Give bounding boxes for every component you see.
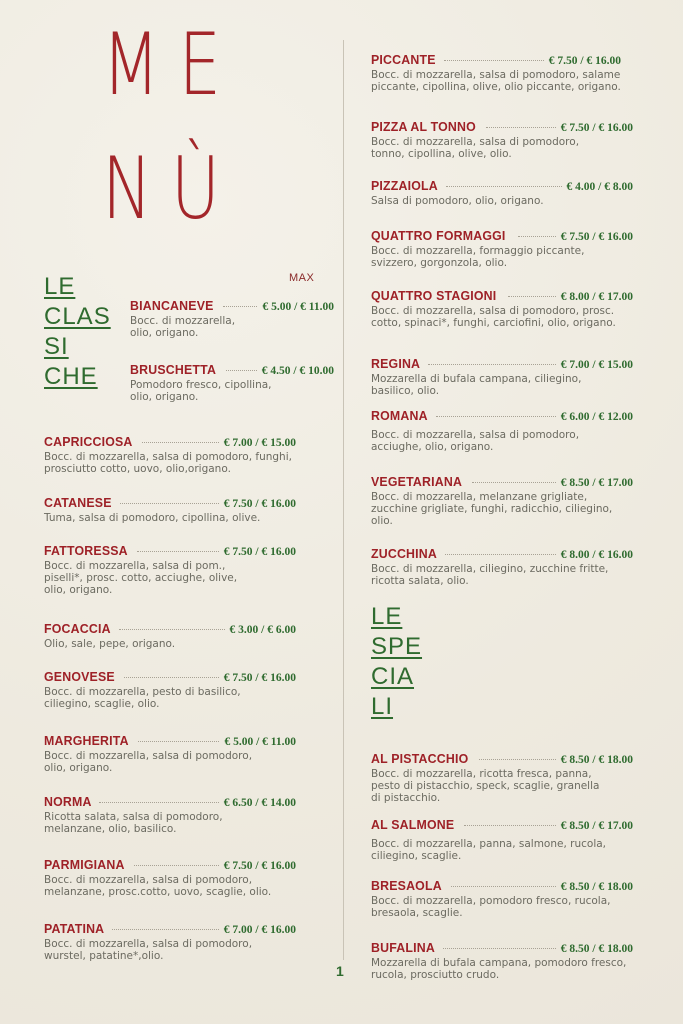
- item-description: Bocc. di mozzarella, ciliegino, zucchine fritte, ricotta salata, olio.: [371, 563, 609, 587]
- leader-dots: [464, 825, 556, 826]
- section-heading-line: LE: [44, 273, 76, 300]
- leader-dots: [134, 865, 219, 866]
- item-description: Bocc. di mozzarella, salsa di pomodoro, funghi, prosciutto cotto, uovo, olio,origano.: [44, 451, 292, 475]
- menu-item-bufalina: [371, 940, 633, 981]
- item-description: Salsa di pomodoro, olio, origano.: [371, 195, 544, 207]
- leader-dots: [436, 416, 556, 417]
- menu-item-bruschetta: [130, 362, 334, 403]
- item-description: Bocc. di mozzarella, olio, origano.: [130, 315, 236, 339]
- leader-dots: [446, 186, 561, 187]
- item-price: € 7.50 / € 16.00: [560, 231, 633, 243]
- item-name: PATATINA: [44, 921, 105, 936]
- menu-item-biancaneve: [130, 298, 334, 339]
- item-description: Bocc. di mozzarella, salsa di pomodoro, melanzane, prosc.cotto, uovo, scaglie, olio.: [44, 874, 272, 898]
- item-price: € 5.00 / € 11.00: [262, 301, 334, 313]
- item-name: CAPRICCIOSA: [44, 434, 133, 449]
- item-name: QUATTRO FORMAGGI: [371, 228, 506, 243]
- item-name: VEGETARIANA: [371, 474, 463, 489]
- item-name: PICCANTE: [371, 52, 436, 67]
- item-description: Olio, sale, pepe, origano.: [44, 638, 176, 650]
- item-name: BRUSCHETTA: [130, 362, 217, 377]
- item-price: € 8.50 / € 17.00: [560, 820, 633, 832]
- section-heading-line: CLAS: [44, 303, 111, 330]
- menu-item-quattro-stagioni: [371, 288, 633, 329]
- item-description: Bocc. di mozzarella, pesto di basilico, ciliegino, scaglie, olio.: [44, 686, 241, 710]
- section-heading-line: LE: [371, 603, 403, 630]
- column-divider: [343, 40, 344, 960]
- section-heading-line: CHE: [44, 363, 98, 390]
- item-description: Bocc. di mozzarella, pomodoro fresco, rucola, bresaola, scaglie.: [371, 895, 611, 919]
- item-price: € 7.00 / € 16.00: [223, 924, 296, 936]
- menu-item-norma: [44, 794, 296, 835]
- item-price: € 8.00 / € 16.00: [560, 549, 633, 561]
- item-price: € 8.50 / € 18.00: [560, 881, 633, 893]
- item-price: € 8.00 / € 17.00: [560, 291, 633, 303]
- menu-item-zucchina: [371, 546, 633, 587]
- item-description: Bocc. di mozzarella, ricotta fresca, panna, pesto di pistacchio, speck, scaglie, granella di pistacchio.: [371, 768, 600, 804]
- item-price: € 7.50 / € 16.00: [548, 55, 621, 67]
- item-name: AL PISTACCHIO: [371, 751, 469, 766]
- item-price: € 6.00 / € 12.00: [560, 411, 633, 423]
- item-price: € 4.50 / € 10.00: [261, 365, 334, 377]
- item-description: Ricotta salata, salsa di pomodoro, melanzane, olio, basilico.: [44, 811, 223, 835]
- menu-item-bresaola: [371, 878, 633, 919]
- item-description: Bocc. di mozzarella, salsa di pomodoro, prosc. cotto, spinaci*, funghi, carciofini, olio, origano.: [371, 305, 616, 329]
- item-price: € 3.00 / € 6.00: [229, 624, 296, 636]
- item-price: € 8.50 / € 17.00: [560, 477, 633, 489]
- item-description: Bocc. di mozzarella, salsa di pomodoro, salame piccante, cipollina, olive, olio piccante, origano.: [371, 69, 621, 93]
- item-price: € 7.50 / € 16.00: [223, 860, 296, 872]
- item-name: BRESAOLA: [371, 878, 442, 893]
- max-label: MAX: [289, 272, 315, 284]
- leader-dots: [99, 802, 219, 803]
- leader-dots: [428, 364, 556, 365]
- item-description: Mozzarella di bufala campana, pomodoro fresco, rucola, prosciutto crudo.: [371, 957, 627, 981]
- item-price: € 4.00 / € 8.00: [566, 181, 633, 193]
- item-name: FOCACCIA: [44, 621, 111, 636]
- menu-title-line-1: ME: [102, 15, 240, 115]
- item-description: Bocc. di mozzarella, salsa di pomodoro, acciughe, olio, origano.: [371, 429, 580, 453]
- item-price: € 7.50 / € 16.00: [223, 498, 296, 510]
- item-description: Bocc. di mozzarella, salsa di pom., piselli*, prosc. cotto, acciughe, olive, olio, origano.: [44, 560, 238, 596]
- section-heading-line: SPE: [371, 633, 423, 660]
- item-name: AL SALMONE: [371, 817, 455, 832]
- item-description: Bocc. di mozzarella, salsa di pomodoro, wurstel, patatine*,olio.: [44, 938, 253, 962]
- item-description: Bocc. di mozzarella, formaggio piccante, svizzero, gorgonzola, olio.: [371, 245, 585, 269]
- item-name: REGINA: [371, 356, 421, 371]
- item-name: FATTORESSA: [44, 543, 128, 558]
- item-description: Bocc. di mozzarella, panna, salmone, rucola, ciliegino, scaglie.: [371, 838, 607, 862]
- menu-item-quattro-formaggi: [371, 228, 633, 269]
- leader-dots: [226, 370, 257, 371]
- item-price: € 7.50 / € 16.00: [223, 672, 296, 684]
- leader-dots: [120, 503, 219, 504]
- leader-dots: [119, 629, 224, 630]
- section-heading-line: CIA: [371, 663, 415, 690]
- menu-item-parmigiana: [44, 857, 296, 898]
- item-description: Pomodoro fresco, cipollina, olio, origano.: [130, 379, 272, 403]
- item-name: PARMIGIANA: [44, 857, 125, 872]
- item-name: MARGHERITA: [44, 733, 129, 748]
- menu-item-margherita: [44, 733, 296, 774]
- page-number: 1: [336, 963, 344, 979]
- section-heading-classiche: [44, 272, 111, 392]
- item-price: € 8.50 / € 18.00: [560, 754, 633, 766]
- item-description: Bocc. di mozzarella, melanzane grigliate, zucchine grigliate, funghi, radicchio, ciliegino, olio.: [371, 491, 613, 527]
- menu-item-piccante: [371, 52, 621, 93]
- item-name: CATANESE: [44, 495, 112, 510]
- menu-item-patatina: [44, 921, 296, 962]
- item-price: € 7.50 / € 16.00: [560, 122, 633, 134]
- leader-dots: [112, 929, 218, 930]
- leader-dots: [445, 554, 555, 555]
- section-heading-line: SI: [44, 333, 69, 360]
- item-price: € 8.50 / € 18.00: [560, 943, 633, 955]
- menu-item-fattoressa: [44, 543, 296, 596]
- menu-item-vegetariana: [371, 474, 633, 527]
- item-name: ZUCCHINA: [371, 546, 438, 561]
- leader-dots: [443, 948, 555, 949]
- leader-dots: [472, 482, 556, 483]
- menu-item-catanese: [44, 495, 296, 524]
- leader-dots: [138, 741, 219, 742]
- leader-dots: [444, 60, 544, 61]
- item-price: € 7.00 / € 15.00: [223, 437, 296, 449]
- leader-dots: [124, 677, 219, 678]
- leader-dots: [486, 127, 555, 128]
- item-price: € 5.00 / € 11.00: [224, 736, 296, 748]
- item-name: BIANCANEVE: [130, 298, 214, 313]
- item-name: ROMANA: [371, 408, 428, 423]
- leader-dots: [518, 236, 556, 237]
- item-description: Tuma, salsa di pomodoro, cipollina, olive.: [44, 512, 261, 524]
- menu-item-focaccia: [44, 621, 296, 650]
- menu-item-al-salmone: [371, 817, 633, 862]
- leader-dots: [479, 759, 556, 760]
- menu-item-capricciosa: [44, 434, 296, 475]
- item-description: Bocc. di mozzarella, salsa di pomodoro, tonno, cipollina, olive, olio.: [371, 136, 580, 160]
- menu-item-al-pistacchio: [371, 751, 633, 804]
- section-heading-speciali: [371, 602, 422, 722]
- leader-dots: [223, 306, 257, 307]
- item-name: GENOVESE: [44, 669, 115, 684]
- menu-item-romana: [371, 408, 633, 453]
- item-description: Mozzarella di bufala campana, ciliegino, basilico, olio.: [371, 373, 582, 397]
- menu-item-genovese: [44, 669, 296, 710]
- item-name: PIZZAIOLA: [371, 178, 438, 193]
- item-name: PIZZA AL TONNO: [371, 119, 476, 134]
- item-price: € 7.50 / € 16.00: [223, 546, 296, 558]
- leader-dots: [137, 551, 219, 552]
- leader-dots: [142, 442, 219, 443]
- item-name: QUATTRO STAGIONI: [371, 288, 497, 303]
- item-name: NORMA: [44, 794, 92, 809]
- leader-dots: [508, 296, 556, 297]
- menu-item-pizzaiola: [371, 178, 633, 207]
- item-price: € 6.50 / € 14.00: [223, 797, 296, 809]
- menu-item-regina: [371, 356, 633, 397]
- menu-item-pizza-al-tonno: [371, 119, 633, 160]
- item-description: Bocc. di mozzarella, salsa di pomodoro, olio, origano.: [44, 750, 253, 774]
- item-name: BUFALINA: [371, 940, 435, 955]
- item-price: € 7.00 / € 15.00: [560, 359, 633, 371]
- section-heading-line: LI: [371, 693, 394, 720]
- leader-dots: [451, 886, 556, 887]
- menu-title-line-2: NÙ: [102, 139, 239, 239]
